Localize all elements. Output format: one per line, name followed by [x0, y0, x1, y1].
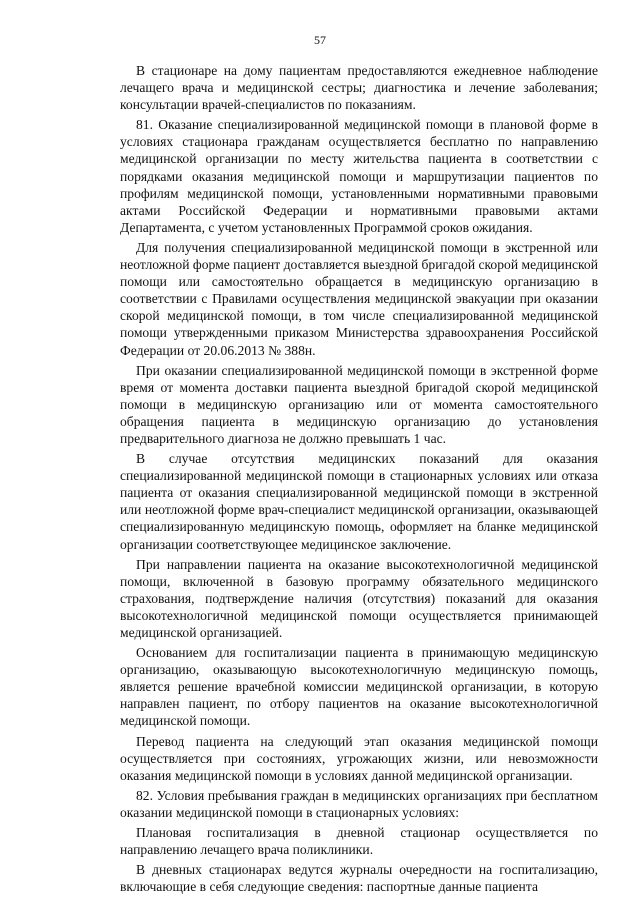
paragraph-82-conditions: 82. Условия пребывания граждан в медицинских организациях при бесплатном оказании медицинской помощи в стационарных условиях:	[120, 787, 598, 820]
paragraph-day-hospital-planned: Плановая госпитализация в дневной стационар осуществляется по направлению лечащего врача поликлиники.	[120, 825, 598, 858]
paragraph-home-hospital: В стационаре на дому пациентам предоставляются ежедневное наблюдение лечащего врача и медицинской сестры; диагностика и лечение заболевания; консультации врачей-специалистов по показаниям.	[120, 63, 598, 113]
paragraph-high-tech-referral: При направлении пациента на оказание высокотехнологичной медицинской помощи, включенной в базовую программу обязательного медицинского страхования, подтверждение наличия (отсутствия) показаний для оказания высокотехнологичной медицинской помощи осуществляется принимающей медицинской организацией.	[120, 556, 598, 640]
document-body	[120, 62, 598, 898]
page-number: 57	[314, 33, 326, 47]
paragraph-no-indications: В случае отсутствия медицинских показаний для оказания специализированной медицинской помощи в стационарных условиях или отказа пациента от оказания специализированной медицинской помощи в экстренной или неотложной форме врач-специалист медицинской организации, оказывающей специализированную медицинскую помощь, оформляет на бланке медицинской организации соответствующее медицинское заключение.	[120, 451, 598, 552]
paragraph-patient-transfer: Перевод пациента на следующий этап оказания медицинской помощи осуществляется при состояниях, угрожающих жизни, или невозможности оказания медицинской помощи в условиях данной медицинской организации.	[120, 733, 598, 783]
paragraph-hospitalization-basis: Основанием для госпитализации пациента в принимающую медицинскую организацию, оказывающую высокотехнологичную медицинскую помощь, является решение врачебной комиссии медицинской организации, в которую направлен пациент, по отбору пациентов на оказание высокотехнологичной медицинской помощи.	[120, 645, 598, 729]
paragraph-emergency-time-limit: При оказании специализированной медицинской помощи в экстренной форме время от момента доставки пациента выездной бригадой скорой медицинской помощи в медицинскую организацию или от момента самостоятельного обращения пациента в медицинскую организацию до установления предварительного диагноза не должно превышать 1 час.	[120, 362, 598, 446]
paragraph-day-hospital-journals: В дневных стационарах ведутся журналы очередности на госпитализацию, включающие в себя следующие сведения: паспортные данные пациента	[120, 862, 598, 895]
paragraph-81-planned-care: 81. Оказание специализированной медицинской помощи в плановой форме в условиях стационара гражданам осуществляется бесплатно по направлению медицинской организации по месту жительства пациента в соответствии с порядками оказания медицинской помощи и маршрутизации пациентов по профилям медицинской помощи, установленными нормативными правовыми актами Российской Федерации и нормативными правовыми актами Департамента, с учетом установленных Программой сроков ожидания.	[120, 117, 598, 235]
paragraph-emergency-delivery: Для получения специализированной медицинской помощи в экстренной или неотложной форме пациент доставляется выездной бригадой скорой медицинской помощи или самостоятельно обращается в медицинскую организацию в соответствии с Правилами осуществления медицинской эвакуации при оказании скорой медицинской помощи, в том числе специализированной медицинской помощи утвержденными приказом Министерства здравоохранения Российской Федерации от 20.06.2013 № 388н.	[120, 239, 598, 358]
